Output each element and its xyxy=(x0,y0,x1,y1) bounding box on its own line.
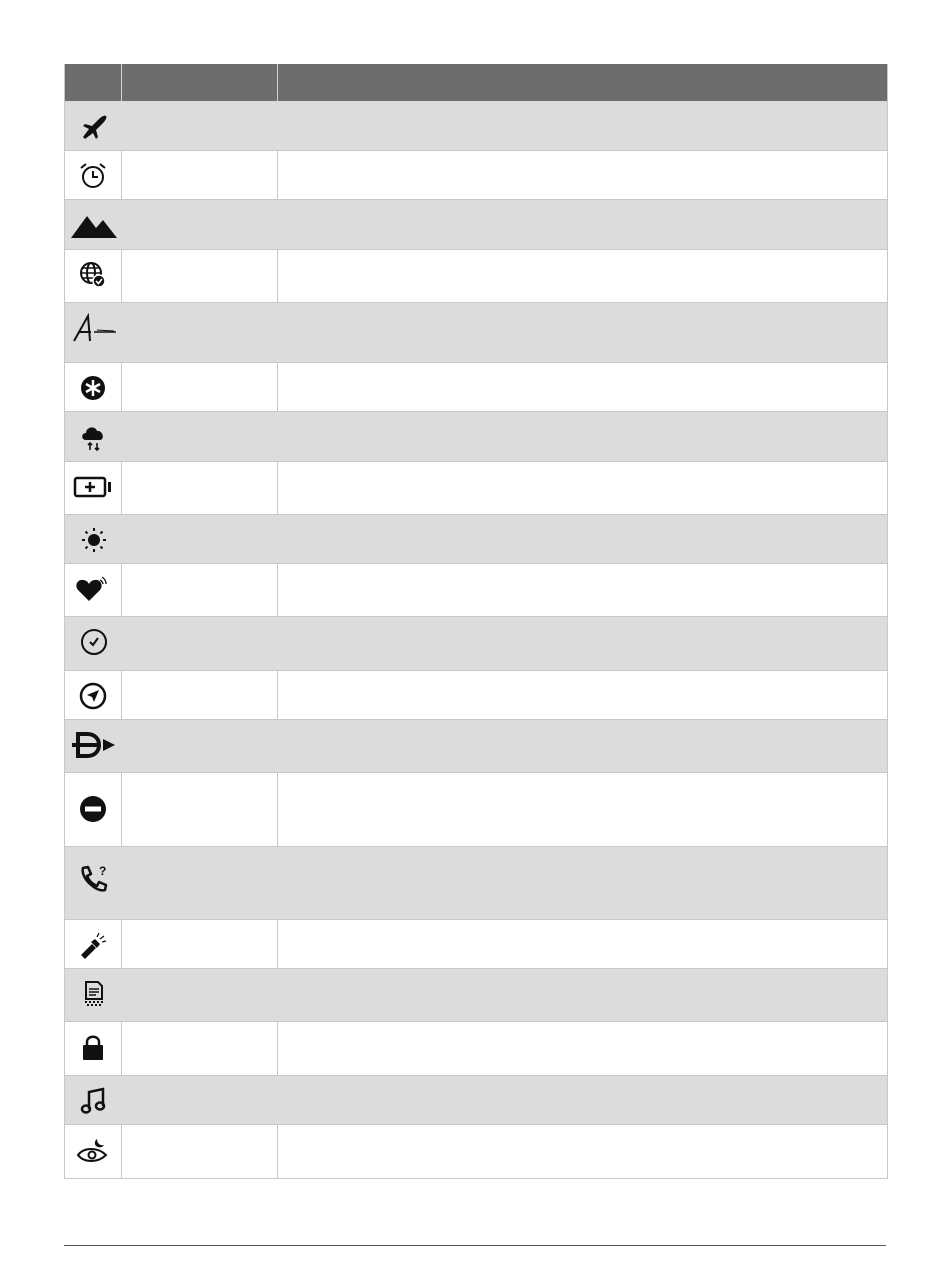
row-name xyxy=(122,151,278,199)
table-row xyxy=(65,720,887,773)
table-row xyxy=(65,1125,887,1179)
row-description xyxy=(278,462,887,514)
table-row xyxy=(65,462,887,515)
row-name xyxy=(122,617,278,670)
battery-saver-icon xyxy=(73,472,113,502)
footer-divider xyxy=(64,1245,886,1246)
row-name xyxy=(122,671,278,719)
table-row xyxy=(65,250,887,303)
row-name xyxy=(122,969,278,1021)
row-name xyxy=(122,462,278,514)
table-row xyxy=(65,773,887,847)
mountain-icon xyxy=(70,210,118,240)
row-name xyxy=(122,720,278,772)
row-description xyxy=(278,1125,887,1178)
airplane-icon xyxy=(79,111,109,141)
music-note-icon xyxy=(79,1086,109,1116)
table-row xyxy=(65,303,887,363)
table-row xyxy=(65,617,887,671)
table-row xyxy=(65,363,887,412)
data-arrow-icon xyxy=(70,730,118,760)
row-description xyxy=(278,617,887,670)
phone-question-icon xyxy=(77,863,111,897)
table-row xyxy=(65,847,887,920)
row-name xyxy=(122,303,278,362)
payment-device-icon xyxy=(79,979,109,1009)
do-not-disturb-icon xyxy=(78,794,108,824)
header-description-col xyxy=(278,64,887,101)
row-description xyxy=(278,1022,887,1075)
row-name xyxy=(122,1076,278,1124)
row-description xyxy=(278,200,887,249)
row-description xyxy=(278,363,887,411)
svg-text:?: ? xyxy=(98,864,106,878)
table-row xyxy=(65,671,887,720)
row-name xyxy=(122,200,278,249)
lock-icon xyxy=(78,1032,108,1062)
alarm-clock-icon xyxy=(78,161,108,191)
heart-broadcast-icon xyxy=(75,574,111,604)
row-name xyxy=(122,363,278,411)
row-description xyxy=(278,303,887,362)
eye-moon-icon xyxy=(76,1135,110,1165)
clock-icon xyxy=(79,627,109,657)
controls-table xyxy=(64,64,888,1179)
row-description xyxy=(278,151,887,199)
table-header xyxy=(65,64,887,101)
altimeter-icon xyxy=(70,313,118,343)
row-description xyxy=(278,515,887,563)
globe-check-icon xyxy=(78,260,108,290)
row-name xyxy=(122,412,278,461)
row-description xyxy=(278,671,887,719)
row-description xyxy=(278,920,887,968)
flashlight-icon xyxy=(78,930,108,960)
table-row xyxy=(65,1076,887,1125)
header-name-col xyxy=(122,64,278,101)
row-name xyxy=(122,920,278,968)
row-name xyxy=(122,847,278,919)
table-row xyxy=(65,564,887,617)
row-name xyxy=(122,1125,278,1178)
row-name xyxy=(122,515,278,563)
table-row xyxy=(65,151,887,200)
compass-arrow-icon xyxy=(78,681,108,711)
row-description xyxy=(278,1076,887,1124)
cloud-sync-icon xyxy=(79,422,109,452)
table-row xyxy=(65,101,887,151)
brightness-icon xyxy=(79,525,109,555)
header-icon-col xyxy=(65,64,122,101)
asterisk-circle-icon xyxy=(78,373,108,403)
row-name xyxy=(122,250,278,302)
row-description xyxy=(278,564,887,616)
row-name xyxy=(122,101,278,150)
row-name xyxy=(122,564,278,616)
row-description xyxy=(278,101,887,150)
table-row xyxy=(65,412,887,462)
table-row xyxy=(65,1022,887,1076)
row-description xyxy=(278,847,887,919)
table-row xyxy=(65,920,887,969)
row-description xyxy=(278,969,887,1021)
row-description xyxy=(278,412,887,461)
row-description xyxy=(278,250,887,302)
table-row xyxy=(65,515,887,564)
table-row xyxy=(65,969,887,1022)
row-description xyxy=(278,720,887,772)
table-row xyxy=(65,200,887,250)
row-name xyxy=(122,773,278,846)
row-description xyxy=(278,773,887,846)
row-name xyxy=(122,1022,278,1075)
